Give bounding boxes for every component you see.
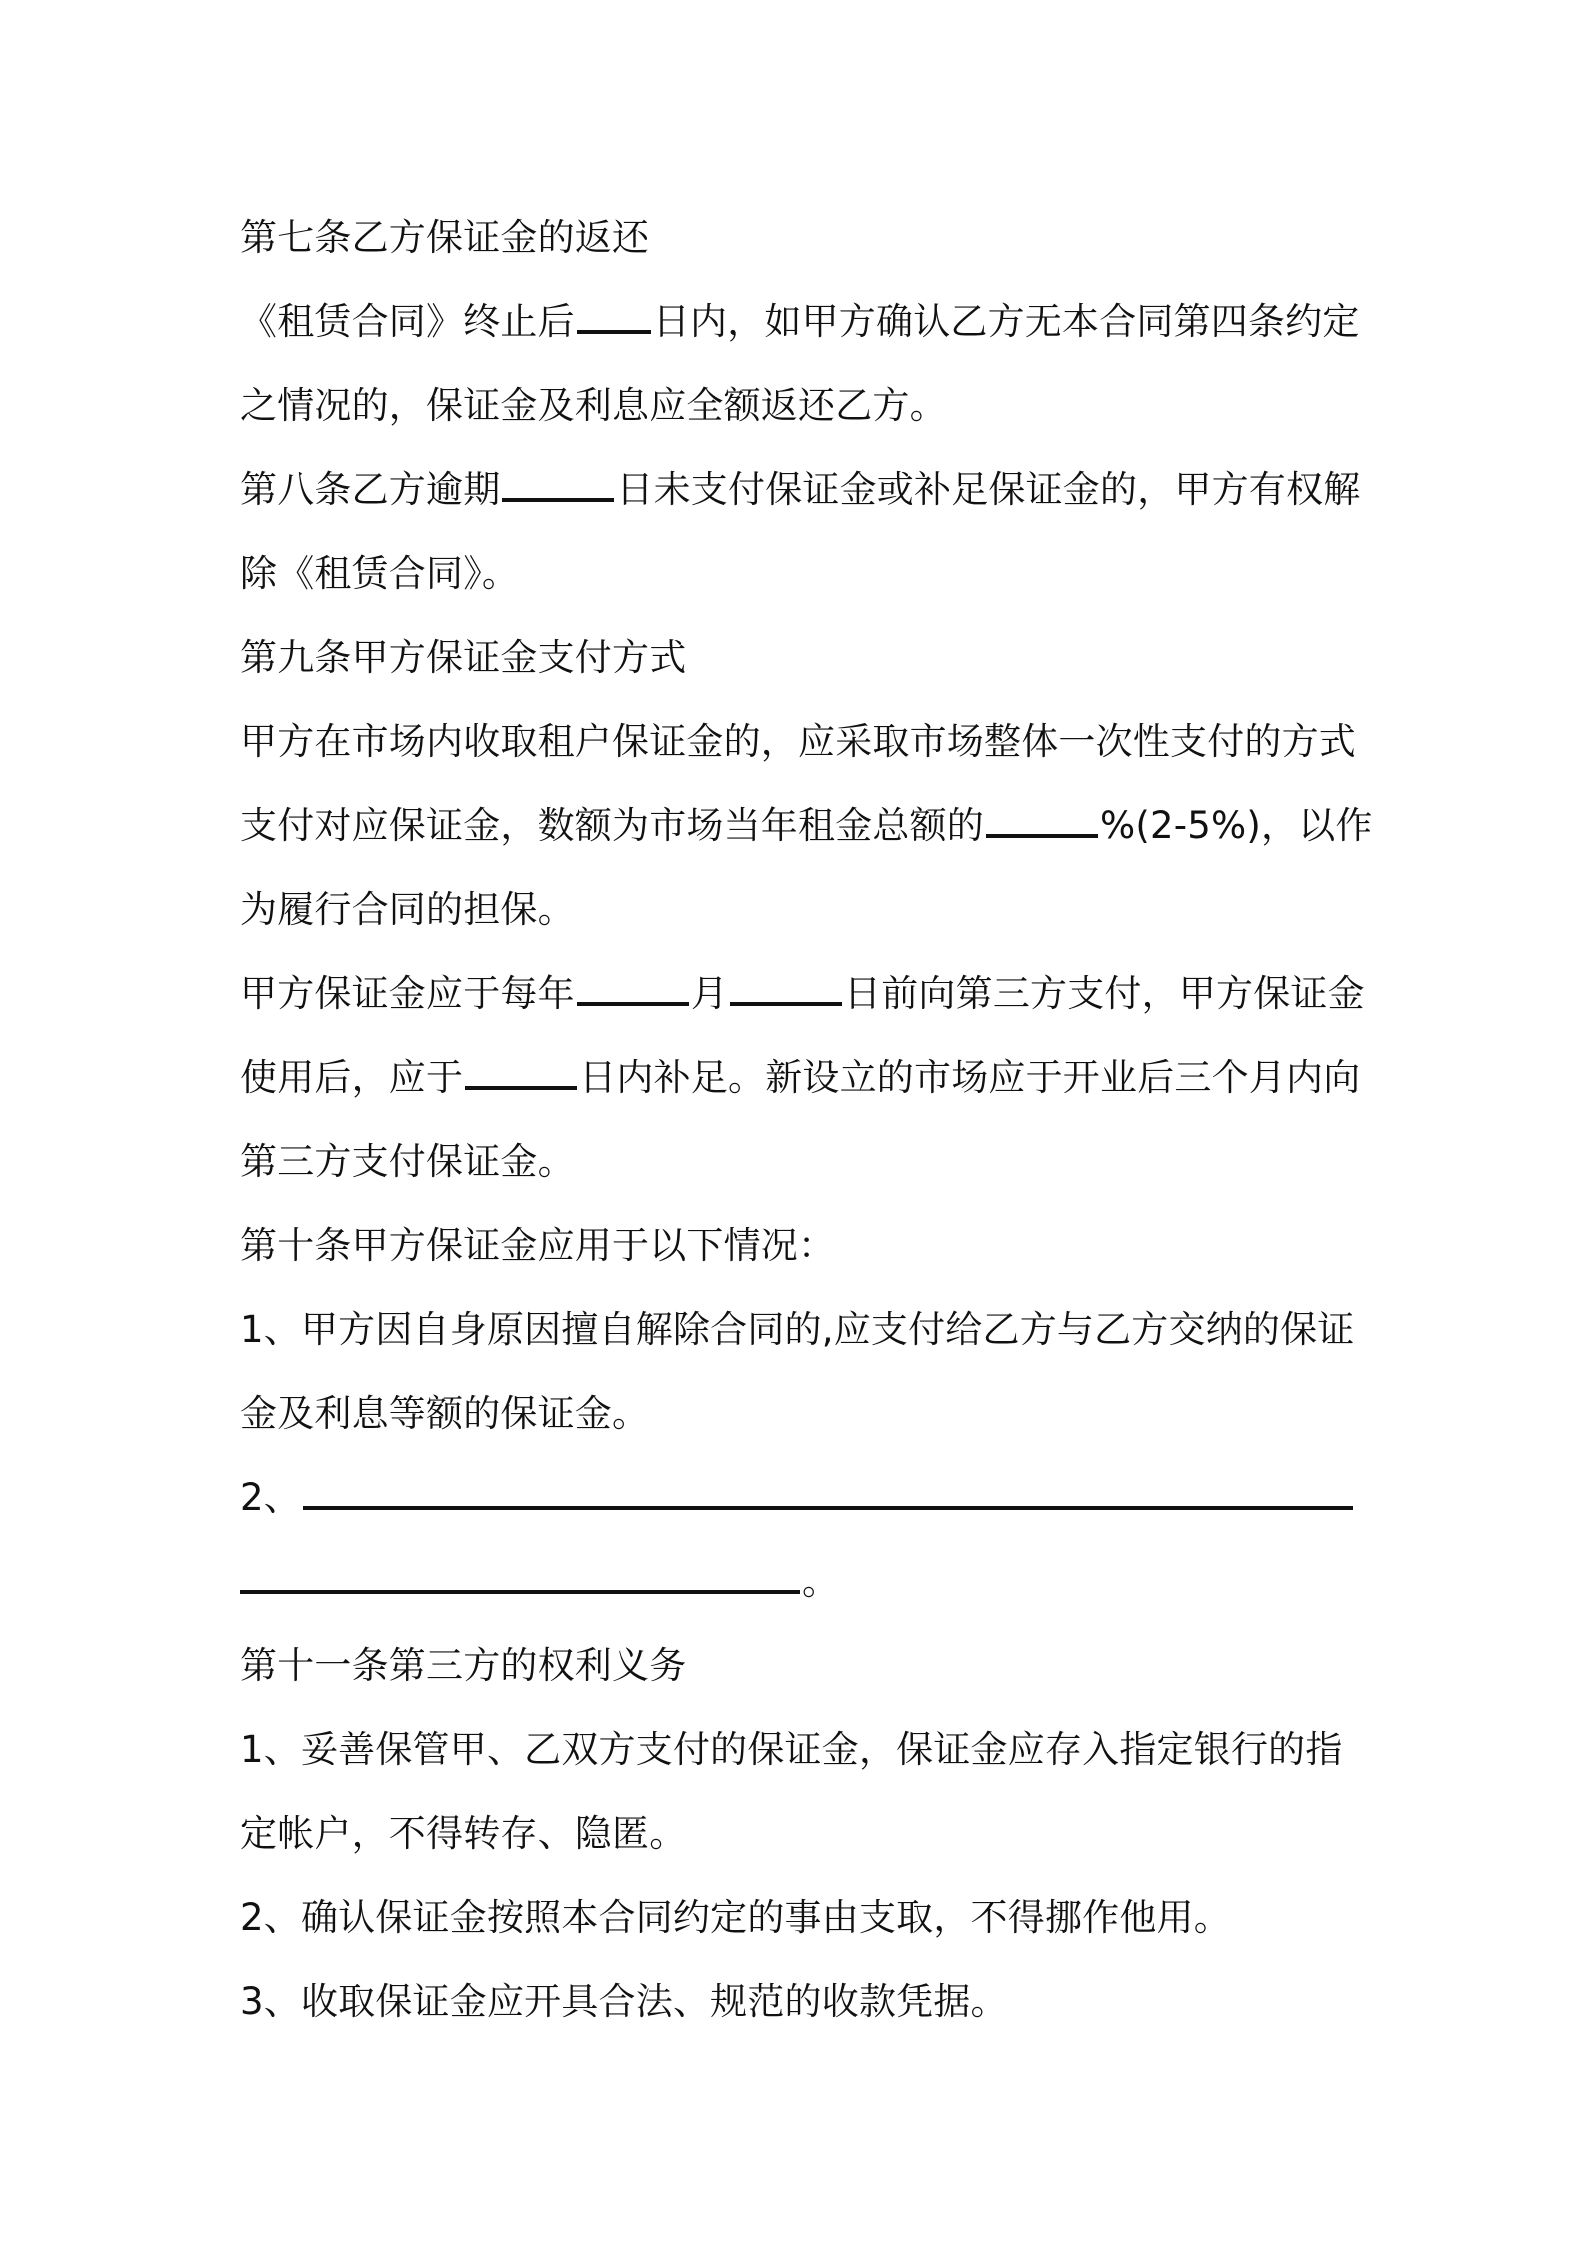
article-11-item-2: 2、确认保证金按照本合同约定的事由支取，不得挪作他用。 [240, 1896, 1231, 1939]
blank-refill-days-field[interactable] [465, 1052, 577, 1090]
article-9-paragraph-2-line-2: 使用后，应于 日内补足。新设立的市场应于开业后三个月内向 [240, 1036, 1360, 1120]
article-10-item-2-line-2: 。 [240, 1540, 1360, 1624]
article-10-item-1-line-1: 1、甲方因自身原因擅自解除合同的,应支付给乙方与乙方交纳的保证 [240, 1308, 1355, 1351]
article-9-title: 第九条甲方保证金支付方式 [240, 636, 687, 679]
article-7-paragraph-line-1: 《租赁合同》终止后 日内，如甲方确认乙方无本合同第四条约定 [240, 280, 1360, 364]
article-9-paragraph-1-line-2: 支付对应保证金，数额为市场当年租金总额的 %(2-5%)，以作 [240, 784, 1360, 868]
blank-percent-field[interactable] [986, 800, 1098, 838]
blank-month-field[interactable] [577, 968, 689, 1006]
article-11-item-1-line-1: 1、妥善保管甲、乙双方支付的保证金，保证金应存入指定银行的指 [240, 1728, 1343, 1771]
blank-days-field[interactable] [577, 296, 651, 334]
blank-item-2-continued-field[interactable] [240, 1556, 800, 1594]
article-8-line-1: 第八条乙方逾期 日未支付保证金或补足保证金的，甲方有权解 [240, 448, 1360, 532]
blank-item-2-field[interactable] [303, 1472, 1353, 1510]
article-9-paragraph-1-line-1: 甲方在市场内收取租户保证金的，应采取市场整体一次性支付的方式 [240, 720, 1356, 763]
article-10-item-2-line-1: 2、 [240, 1456, 1360, 1540]
article-9-paragraph-1-line-3: 为履行合同的担保。 [240, 888, 575, 931]
article-10-title: 第十条甲方保证金应用于以下情况： [240, 1224, 836, 1267]
article-9-paragraph-2-line-1: 甲方保证金应于每年 月 日前向第三方支付，甲方保证金 [240, 952, 1360, 1036]
blank-day-field[interactable] [730, 968, 842, 1006]
article-11-title: 第十一条第三方的权利义务 [240, 1644, 687, 1687]
article-10-item-1-line-2: 金及利息等额的保证金。 [240, 1392, 650, 1435]
blank-overdue-days-field[interactable] [502, 464, 614, 502]
article-7-title: 第七条乙方保证金的返还 [240, 216, 650, 259]
article-8-line-2: 除《租赁合同》。 [240, 552, 520, 595]
article-9-paragraph-2-line-3: 第三方支付保证金。 [240, 1140, 575, 1183]
article-7-paragraph-line-2: 之情况的，保证金及利息应全额返还乙方。 [240, 384, 947, 427]
article-11-item-1-line-2: 定帐户，不得转存、隐匿。 [240, 1812, 687, 1855]
document-body [240, 196, 1373, 2044]
article-11-item-3: 3、收取保证金应开具合法、规范的收款凭据。 [240, 1980, 1008, 2023]
